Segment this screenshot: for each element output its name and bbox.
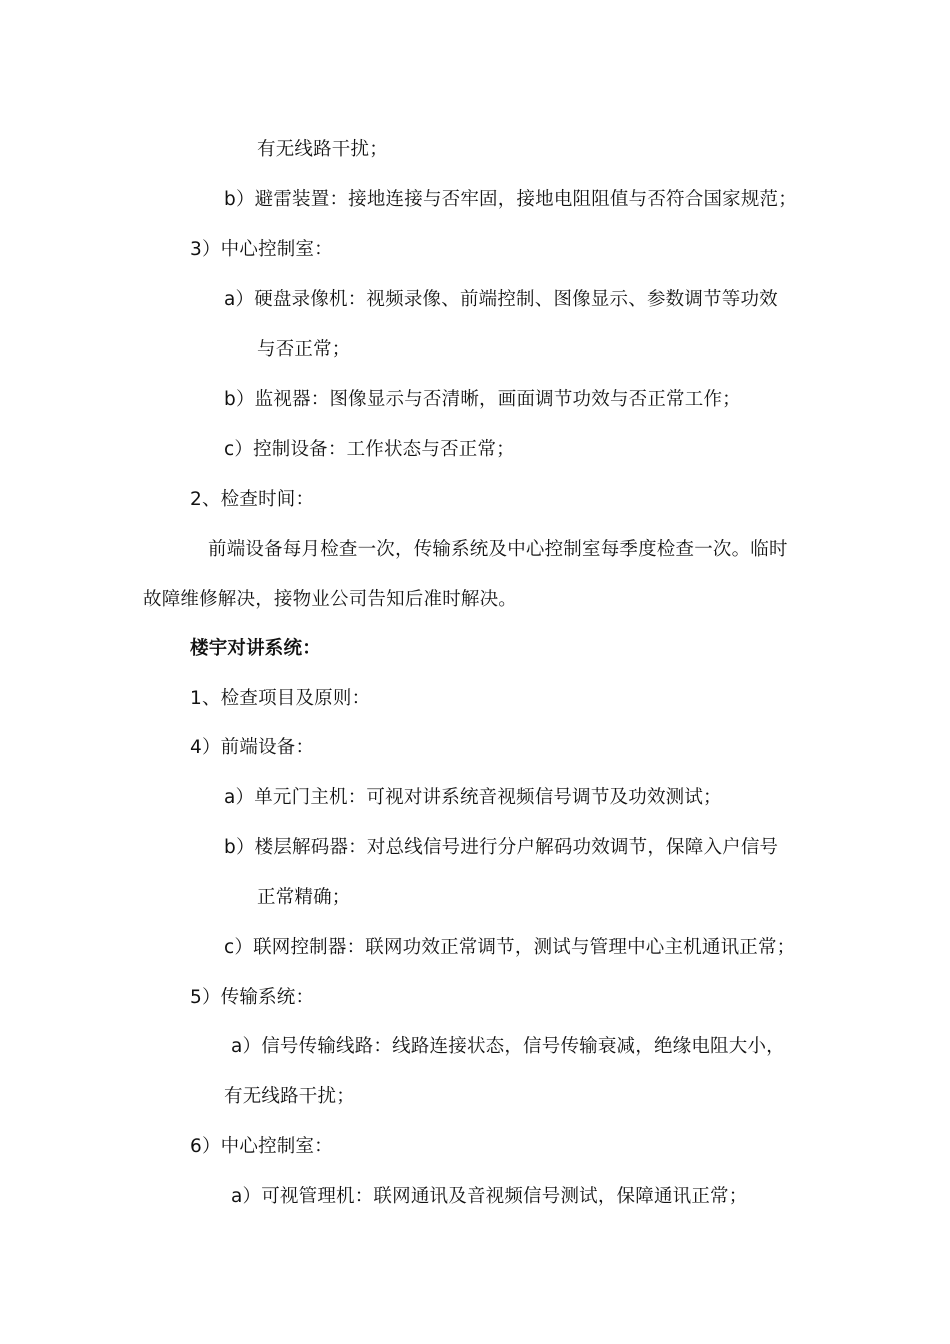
text-line: 与否正常； bbox=[257, 339, 351, 360]
text-line: 正常精确； bbox=[257, 887, 351, 908]
text-line: c）联网控制器：联网功效正常调节，测试与管理中心主机通讯正常； bbox=[224, 937, 796, 958]
text-line: a）信号传输线路：线路连接状态，信号传输衰减，绝缘电阻大小， bbox=[231, 1036, 785, 1057]
section-title: 楼宇对讲系统： bbox=[190, 638, 321, 659]
text-line: 有无线路干扰； bbox=[257, 139, 388, 160]
text-line: a）单元门主机：可视对讲系统音视频信号调节及功效测试； bbox=[224, 787, 722, 808]
text-line: 4）前端设备： bbox=[190, 737, 315, 758]
text-line: 6）中心控制室： bbox=[190, 1136, 333, 1157]
text-line: a）硬盘录像机：视频录像、前端控制、图像显示、参数调节等功效 bbox=[224, 289, 778, 310]
text-line: b）楼层解码器：对总线信号进行分户解码功效调节，保障入户信号 bbox=[224, 837, 779, 858]
paragraph-line: 故障维修解决，接物业公司告知后准时解决。 bbox=[143, 589, 518, 610]
text-line: 有无线路干扰； bbox=[224, 1086, 355, 1107]
paragraph-line: 前端设备每月检查一次，传输系统及中心控制室每季度检查一次。临时 bbox=[208, 539, 788, 560]
section-heading: 2、检查时间： bbox=[190, 489, 315, 510]
text-line: b）避雷装置：接地连接与否牢固，接地电阻阻值与否符合国家规范； bbox=[224, 189, 797, 210]
text-line: b）监视器：图像显示与否清晰，画面调节功效与否正常工作； bbox=[224, 389, 741, 410]
text-line: a）可视管理机：联网通讯及音视频信号测试，保障通讯正常； bbox=[231, 1186, 748, 1207]
section-heading: 1、检查项目及原则： bbox=[190, 688, 371, 709]
text-line: 5）传输系统： bbox=[190, 987, 315, 1008]
text-line: 3）中心控制室： bbox=[190, 239, 333, 260]
text-line: c）控制设备：工作状态与否正常； bbox=[224, 439, 515, 460]
